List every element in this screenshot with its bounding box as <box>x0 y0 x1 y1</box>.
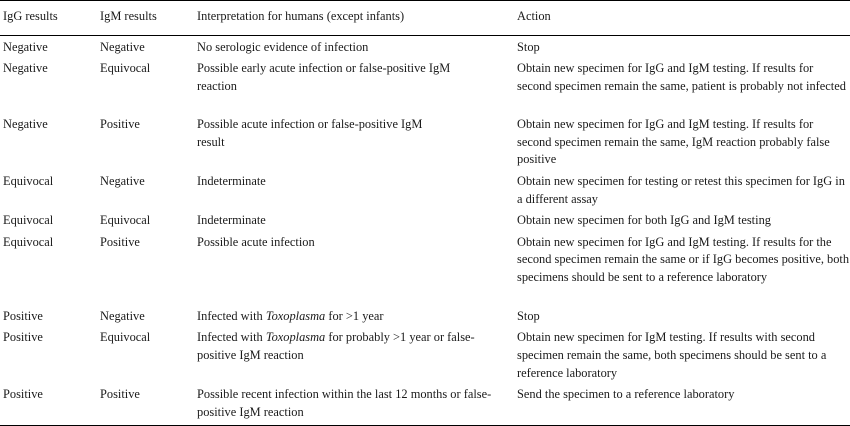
interpretation-cell: Possible early acute infection or false-positive IgM reaction <box>197 61 451 93</box>
igm-cell: Negative <box>100 308 145 323</box>
interpretation-cell: Possible acute infection <box>197 234 315 249</box>
igm-cell: Equivocal <box>100 61 151 76</box>
table-header-row <box>0 1 850 36</box>
igg-cell: Equivocal <box>3 173 54 188</box>
table-row <box>0 35 850 60</box>
action-cell: Obtain new specimen for IgG and IgM testing. If results for the second specimen remain the same or if IgG becomes positive, both specimens should be sent to a reference laboratory <box>517 234 850 284</box>
interpretation-cell: Indeterminate <box>197 213 266 228</box>
igg-cell: Negative <box>3 61 48 76</box>
igg-cell: Equivocal <box>3 234 54 249</box>
action-cell: Obtain new specimen for IgG and IgM testing. If results for second specimen remain the same, IgM reaction probably false positive <box>517 117 830 167</box>
table-row <box>0 212 850 234</box>
igg-cell: Negative <box>3 39 48 54</box>
action-cell: Obtain new specimen for IgG and IgM testing. If results for second specimen remain the same, patient is probably not infected <box>517 61 846 93</box>
igg-cell: Equivocal <box>3 213 54 228</box>
action-cell: Stop <box>517 39 540 54</box>
igg-cell: Positive <box>3 308 43 323</box>
action-cell: Stop <box>517 308 540 323</box>
header-action: Action <box>517 9 551 23</box>
table-row <box>0 60 850 116</box>
header-igm-results: IgM results <box>100 9 157 23</box>
igg-cell: Negative <box>3 117 48 132</box>
header-igg-results: IgG results <box>3 9 58 23</box>
table-row <box>0 116 850 173</box>
action-cell: Obtain new specimen for testing or retest this specimen for IgG in a different assay <box>517 173 845 206</box>
igg-cell: Positive <box>3 387 43 402</box>
igm-cell: Negative <box>100 39 145 54</box>
interpretation-cell: Indeterminate <box>197 173 266 188</box>
table-row <box>0 173 850 212</box>
igm-cell: Negative <box>100 173 145 188</box>
interpretation-cell: Possible acute infection or false-positive IgM result <box>197 117 423 149</box>
igm-cell: Positive <box>100 234 140 249</box>
igm-cell: Equivocal <box>100 330 151 345</box>
interpretation-cell: Possible recent infection within the last 12 months or false-positive IgM reaction <box>197 387 492 419</box>
interpretation-cell: Infected with Toxoplasma for probably >1 year or false-positive IgM reaction <box>197 330 475 362</box>
table-row <box>0 234 850 308</box>
interpretation-cell: Infected with Toxoplasma for >1 year <box>197 308 384 323</box>
igg-cell: Positive <box>3 330 43 345</box>
igm-cell: Equivocal <box>100 213 151 228</box>
header-interpretation: Interpretation for humans (except infants) <box>197 9 405 23</box>
table-row <box>0 308 850 330</box>
action-cell: Obtain new specimen for both IgG and IgM testing <box>517 213 771 228</box>
action-cell: Obtain new specimen for IgM testing. If results with second specimen remain the same, both specimens should be sent to a reference laboratory <box>517 330 827 380</box>
table-row <box>0 386 850 426</box>
action-cell: Send the specimen to a reference laboratory <box>517 387 735 402</box>
interpretation-cell: No serologic evidence of infection <box>197 39 369 54</box>
table-row <box>0 329 850 386</box>
igm-cell: Positive <box>100 117 140 132</box>
igm-cell: Positive <box>100 387 140 402</box>
